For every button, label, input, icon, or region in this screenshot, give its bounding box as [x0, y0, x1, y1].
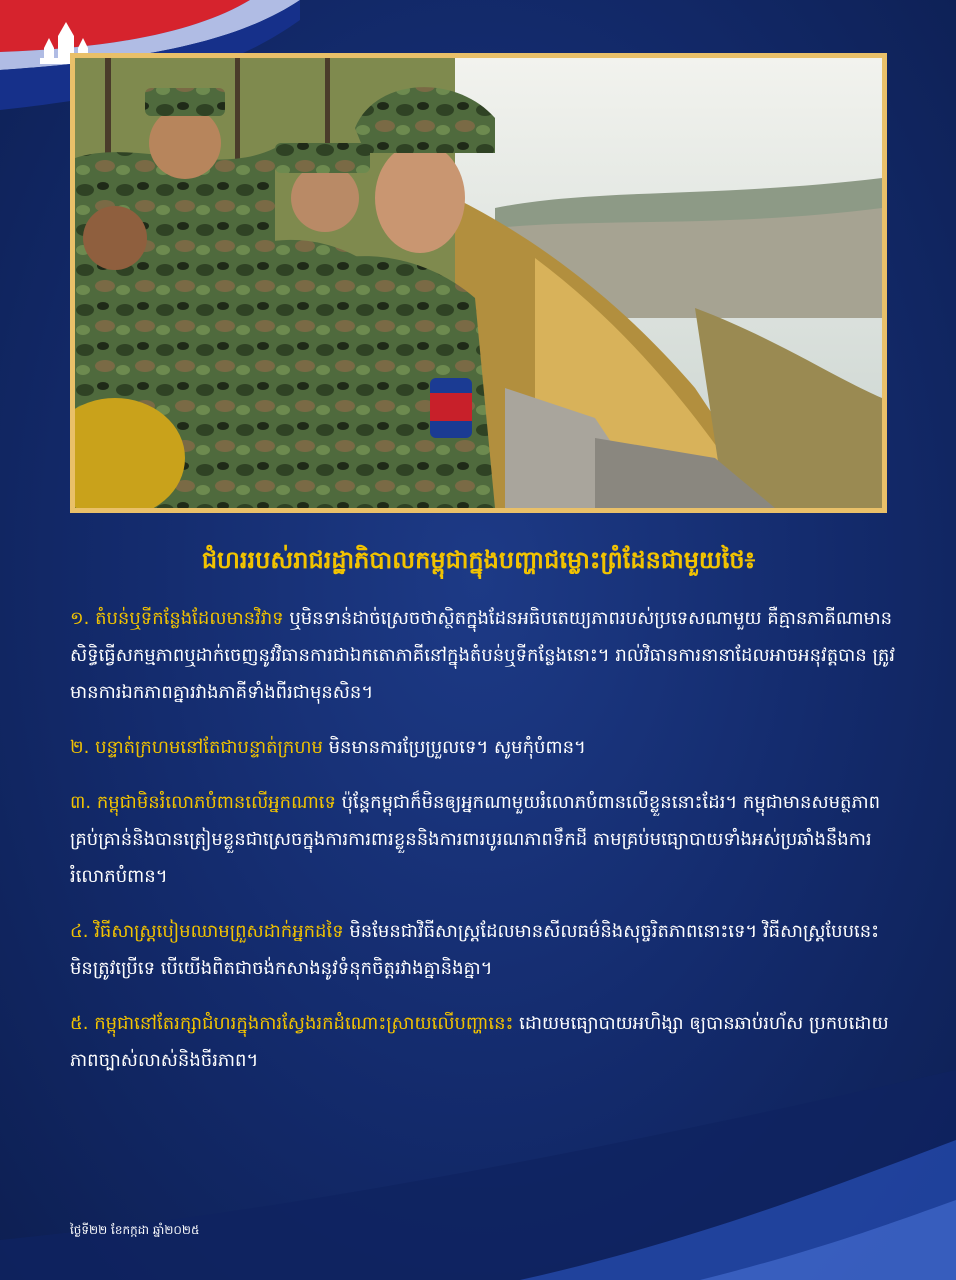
point-5-text: ដោយមធ្យោបាយអហិង្សា ឲ្យបានឆាប់រហ័ស ប្រកបដោយភាពច្បាស់លាស់និងចីរភាព។	[70, 1013, 889, 1071]
point-1-text: ឬមិនទាន់ដាច់ស្រេចថាស្ថិតក្នុងដែនអធិបតេយ្យភាពរបស់ប្រទេសណាមួយ គឺគ្មានភាគីណាមានសិទ្ធិធ្វើសកម្មភាពឬដាក់ចេញនូវវិធានការជាឯកតោភាគីនៅក្នុងតំបន់ឬទីកន្លែងនោះ។ រាល់វិធានការនានាដែលអាចអនុវត្តបាន ត្រូវមានការឯកភាពគ្នារវាងភាគីទាំងពីរជាមុនសិន។	[70, 608, 895, 703]
point-2-text: មិនមានការប្រែប្រួលទេ។ សូមកុំបំពាន។	[322, 737, 586, 758]
point-item-3	[70, 784, 900, 895]
point-4-heading: ៤. វិធីសាស្រ្តបៀមឈាមព្រួសដាក់អ្នកដទៃ	[70, 921, 344, 942]
point-2-heading: ២. បន្ទាត់ក្រហមនៅតែជាបន្ទាត់ក្រហម	[70, 737, 323, 758]
soldiers-on-mountain-photo	[75, 58, 882, 508]
page-title: ជំហររបស់រាជរដ្ឋាភិបាលកម្ពុជាក្នុងបញ្ហាជម្លោះព្រំដែនជាមួយថៃ៖	[201, 546, 756, 574]
point-item-2	[70, 729, 900, 766]
publication-date: ថ្ងៃទី២២ ខែកក្កដា ឆ្នាំ២០២៥	[70, 1223, 200, 1237]
point-5-heading: ៥. កម្ពុជានៅតែរក្សាជំហរក្នុងការស្វែងរកដំណោះស្រាយលើបញ្ហានេះ	[70, 1013, 514, 1034]
position-points-list	[70, 600, 900, 1097]
point-3-text: ប៉ុន្តែកម្ពុជាក៏មិនឲ្យអ្នកណាមួយរំលោភបំពានលើខ្លួននោះដែរ។ កម្ពុជាមានសមត្ថភាពគ្រប់គ្រាន់និងបានត្រៀមខ្លួនជាស្រេចក្នុងការការពារខ្លួននិងការពារបូរណភាពទឹកដី តាមគ្រប់មធ្យោបាយទាំងអស់ប្រឆាំងនឹងការរំលោភបំពាន។	[70, 792, 881, 887]
point-4-text: មិនមែនជាវិធីសាស្រ្តដែលមានសីលធម៌និងសុច្ចរិតភាពនោះទេ។ វិធីសាស្រ្តបែបនេះមិនត្រូវប្រើទេ បើយើងពិតជាចង់កសាងនូវទំនុកចិត្តរវាងគ្នានិងគ្នា។	[70, 921, 880, 979]
photo-frame	[70, 53, 887, 513]
point-1-heading: ១. តំបន់ឬទីកន្លែងដែលមានវិវាទ	[70, 608, 284, 629]
point-item-4	[70, 913, 900, 987]
point-item-1	[70, 600, 900, 711]
point-item-5	[70, 1005, 900, 1079]
point-3-heading: ៣. កម្ពុជាមិនរំលោភបំពានលើអ្នកណាទេ	[70, 792, 336, 813]
